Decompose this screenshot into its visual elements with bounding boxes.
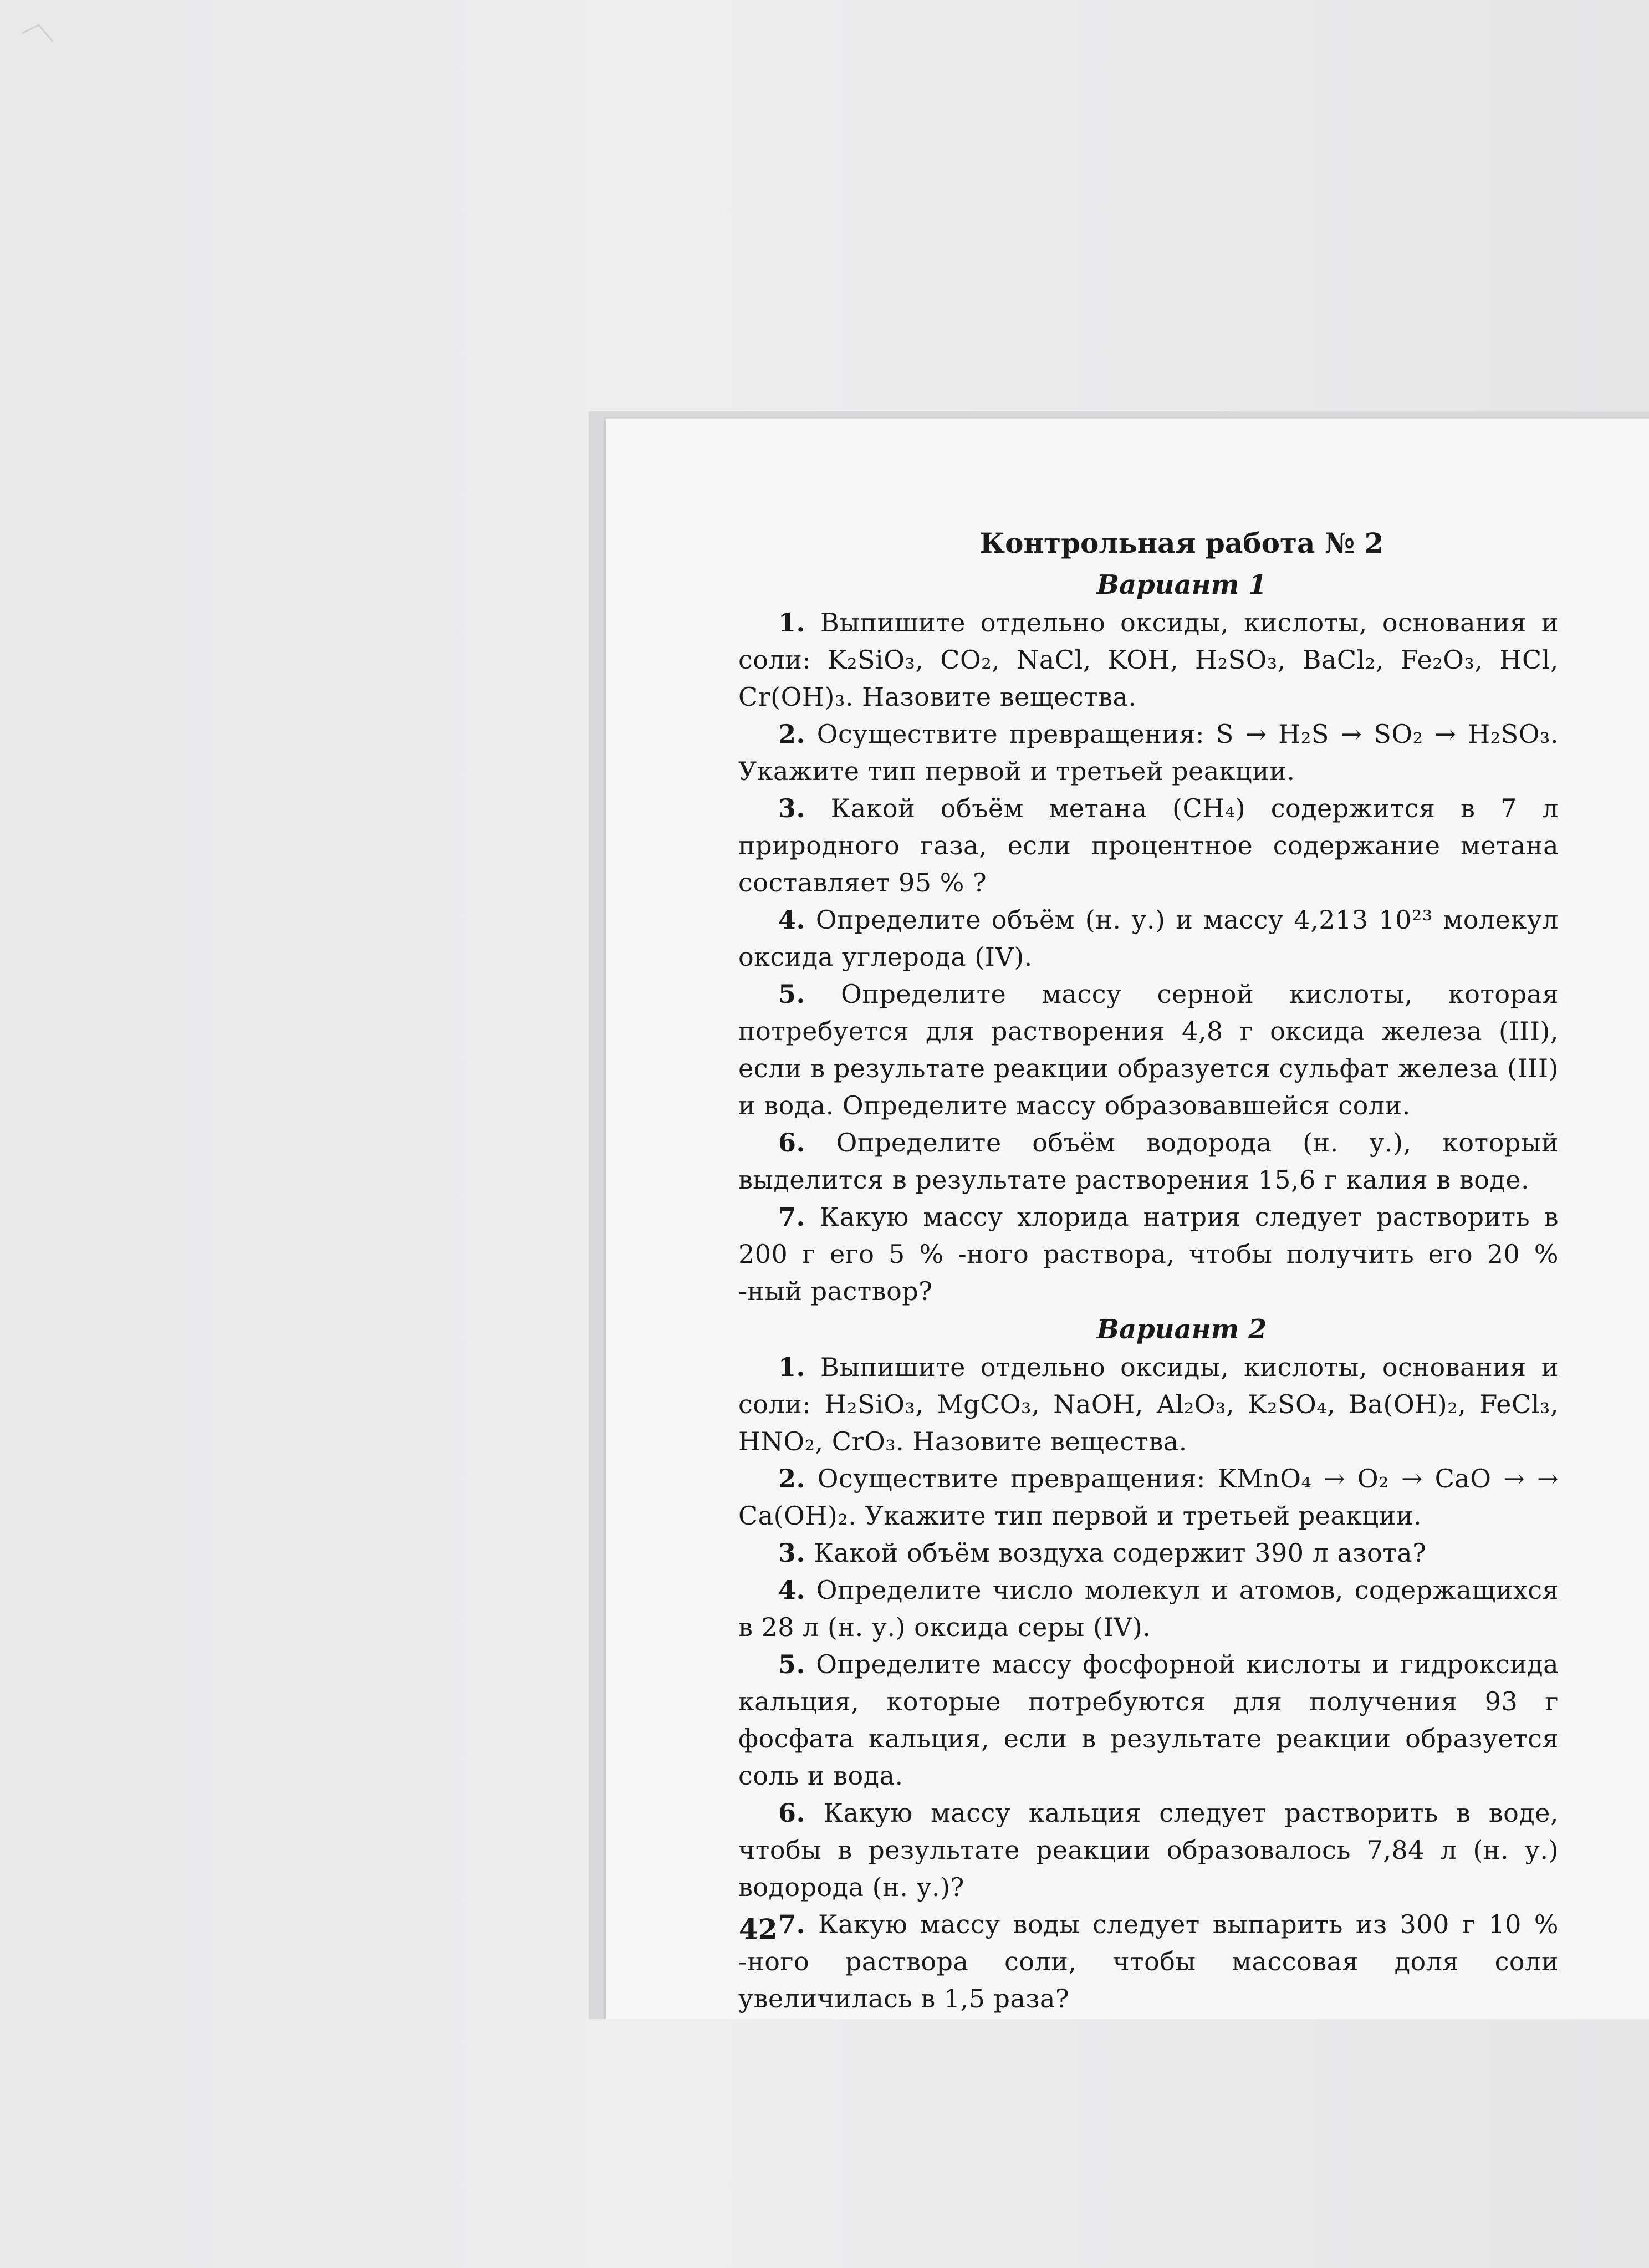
- task-number: 5.: [778, 1649, 806, 1679]
- task-item: [738, 1349, 1559, 1460]
- task-item: [738, 1199, 1559, 1310]
- task-number: 3.: [778, 1538, 806, 1568]
- task-item: [738, 1572, 1559, 1646]
- task-text: Определите число молекул и атомов, содержащихся в 28 л (н. у.) оксида серы (IV).: [738, 1575, 1559, 1642]
- task-item: [738, 1124, 1559, 1199]
- task-number: 2.: [778, 1464, 806, 1494]
- task-number: 5.: [778, 979, 806, 1009]
- task-item: [738, 976, 1559, 1124]
- task-text: Какую массу воды следует выпарить из 300 г 10 % -ного раствора соли, чтобы массовая доля соли увеличилась в 1,5 раза?: [738, 1909, 1559, 2014]
- variant-heading: Вариант 2: [1096, 1314, 1267, 1345]
- page-number: 42: [739, 1913, 778, 1945]
- task-item: [738, 1460, 1559, 1535]
- task-number: 1.: [778, 608, 806, 638]
- task-item: [738, 604, 1559, 716]
- task-text: Какую массу хлорида натрия следует растворить в 200 г его 5 % -ного раствора, чтобы получить его 20 % -ный раствор?: [738, 1202, 1559, 1306]
- task-text: Какой объём метана (CH₄) содержится в 7 л природного газа, если процентное содержание метана составляет 95 % ?: [738, 793, 1559, 898]
- task-number: 6.: [778, 1128, 806, 1158]
- task-text: Определите массу серной кислоты, которая потребуется для растворения 4,8 г оксида железа (III), если в результате реакции образуется сульфат железа (III) и вода. Определите массу образовавшейся соли.: [738, 979, 1559, 1120]
- task-number: 2.: [778, 719, 806, 749]
- task-text: Какую массу кальция следует растворить в воде, чтобы в результате реакции образовалось 7,84 л (н. у.) водорода (н. у.)?: [738, 1798, 1559, 1902]
- task-item: [738, 901, 1559, 976]
- variant-heading: Вариант 1: [1096, 569, 1267, 600]
- variant-2-section: [738, 1310, 1559, 2017]
- task-item: [738, 1906, 1559, 2017]
- task-text: Определите объём (н. у.) и массу 4,213 10²³ молекул оксида углерода (IV).: [738, 905, 1559, 972]
- task-item: [738, 1535, 1559, 1572]
- task-text: Осуществите превращения: KMnO₄ → O₂ → CaO → → Ca(OH)₂. Укажите тип первой и третьей реакции.: [738, 1464, 1559, 1531]
- page-title: Контрольная работа № 2: [979, 527, 1384, 559]
- task-number: 4.: [778, 1575, 806, 1605]
- task-text: Выпишите отдельно оксиды, кислоты, основания и соли: K₂SiO₃, CO₂, NaCl, KOH, H₂SO₃, BaCl₂, Fe₂O₃, HCl, Cr(OH)₃. Назовите вещества.: [738, 608, 1559, 712]
- task-text: Выпишите отдельно оксиды, кислоты, основания и соли: H₂SiO₃, MgCO₃, NaOH, Al₂O₃, K₂SO₄, Ba(OH)₂, FeCl₃, HNO₂, CrO₃. Назовите вещества.: [738, 1352, 1559, 1456]
- task-item: [738, 1795, 1559, 1906]
- variant-1-section: [738, 565, 1559, 1310]
- task-item: [738, 1646, 1559, 1795]
- task-text: Определите массу фосфорной кислоты и гидроксида кальция, которые потребуются для получения 93 г фосфата кальция, если в результате реакции образуется соль и вода.: [738, 1649, 1559, 1791]
- task-number: 1.: [778, 1352, 806, 1382]
- page-content: [738, 521, 1559, 2017]
- task-number: 6.: [778, 1798, 806, 1828]
- task-text: Какой объём воздуха содержит 390 л азота?: [814, 1538, 1427, 1568]
- task-text: Осуществите превращения: S → H₂S → SO₂ → H₂SO₃. Укажите тип первой и третьей реакции.: [738, 719, 1559, 786]
- task-number: 4.: [778, 905, 806, 935]
- task-number: 7.: [778, 1909, 806, 1939]
- task-number: 3.: [778, 793, 806, 823]
- task-number: 7.: [778, 1202, 806, 1232]
- task-text: Определите объём водорода (н. у.), который выделится в результате растворения 15,6 г калия в воде.: [738, 1128, 1559, 1195]
- task-item: [738, 790, 1559, 901]
- task-item: [738, 716, 1559, 790]
